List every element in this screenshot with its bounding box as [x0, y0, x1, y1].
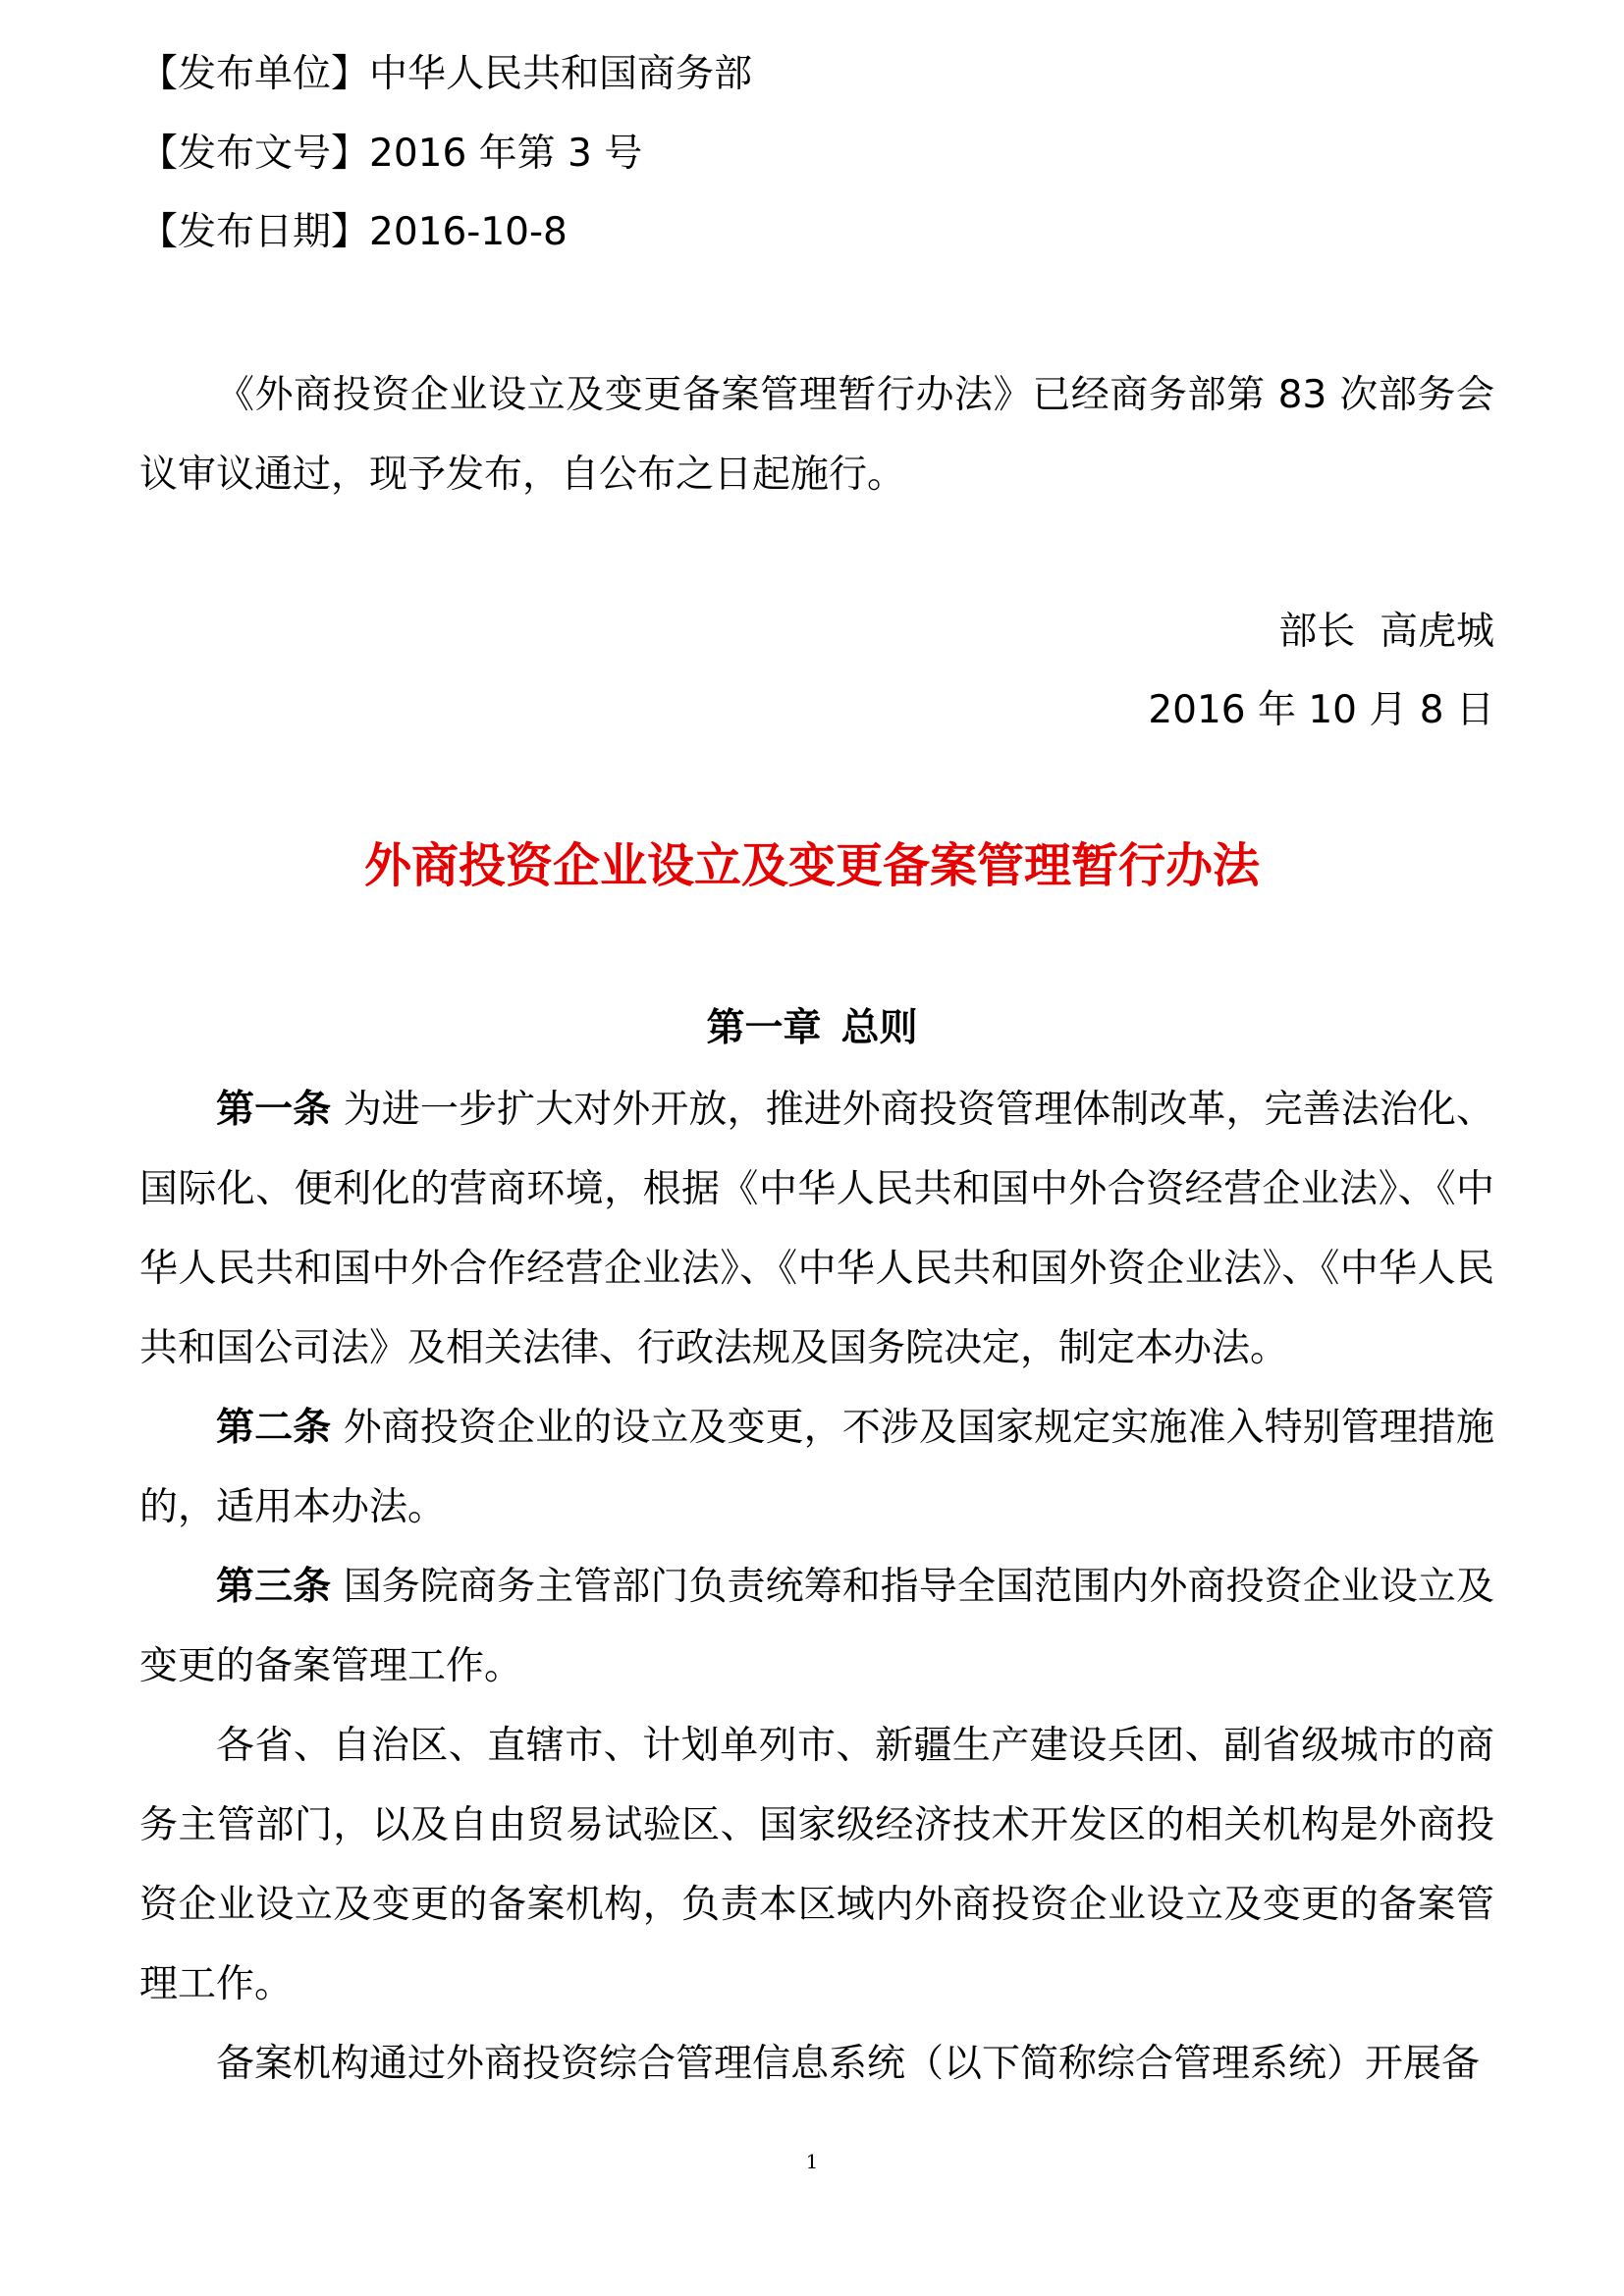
- issuer-line: [139, 51, 752, 98]
- publish-date-line: [139, 209, 568, 256]
- publish-date-label: 【发布日期】: [139, 210, 370, 254]
- chapter-number: 第一章: [706, 1006, 822, 1050]
- article-3: [139, 1547, 1494, 1706]
- signer: 部长 高虎城: [1278, 610, 1494, 654]
- publish-date-value: 2016-10-8: [369, 210, 568, 254]
- doc-number-line: [139, 131, 642, 178]
- article-text: 外商投资企业的设立及变更，不涉及国家规定实施准入特别管理措施的，适用本办法。: [139, 1406, 1494, 1529]
- article-text: 为进一步扩大对外开放，推进外商投资管理体制改革，完善法治化、国际化、便利化的营商环境，根据《中华人民共和国中外合资经营企业法》、《中华人民共和国中外合作经营企业法》、《中华人民共和国外资企业法》、《中华人民共和国公司法》及相关法律、行政法规及国务院决定，制定本办法。: [139, 1088, 1494, 1370]
- article-2: [139, 1388, 1494, 1547]
- paragraph-info-system: 备案机构通过外商投资综合管理信息系统（以下简称综合管理系统）开展备: [216, 2042, 1481, 2086]
- issuer-value: 中华人民共和国商务部: [369, 52, 753, 96]
- article-label: 第一条: [216, 1088, 332, 1132]
- chapter-heading: [0, 1005, 1624, 1052]
- article-label: 第三条: [216, 1565, 332, 1609]
- article-text: 国务院商务主管部门负责统筹和指导全国范围内外商投资企业设立及变更的备案管理工作。: [139, 1565, 1494, 1688]
- chapter-name: 总则: [840, 1006, 918, 1050]
- paragraph-filing-agencies: 各省、自治区、直辖市、计划单列市、新疆生产建设兵团、副省级城市的商务主管部门，以及自由贸易试验区、国家级经济技术开发区的相关机构是外商投资企业设立及变更的备案机构，负责本区域内外商投资企业设立及变更的备案管理工作。: [139, 1724, 1494, 2006]
- doc-number-label: 【发布文号】: [139, 132, 370, 176]
- article-1: [139, 1070, 1494, 1388]
- announcement-text: 《外商投资企业设立及变更备案管理暂行办法》已经商务部第 83 次部务会议审议通过，现予发布，自公布之日起施行。: [139, 373, 1494, 497]
- doc-number-value: 2016 年第 3 号: [369, 132, 643, 176]
- issuer-label: 【发布单位】: [139, 52, 370, 96]
- sign-date: 2016 年 10 月 8 日: [1148, 688, 1494, 732]
- page-number: 1: [805, 2150, 819, 2173]
- article-label: 第二条: [216, 1406, 332, 1450]
- document-title: 外商投资企业设立及变更备案管理暂行办法: [363, 838, 1260, 893]
